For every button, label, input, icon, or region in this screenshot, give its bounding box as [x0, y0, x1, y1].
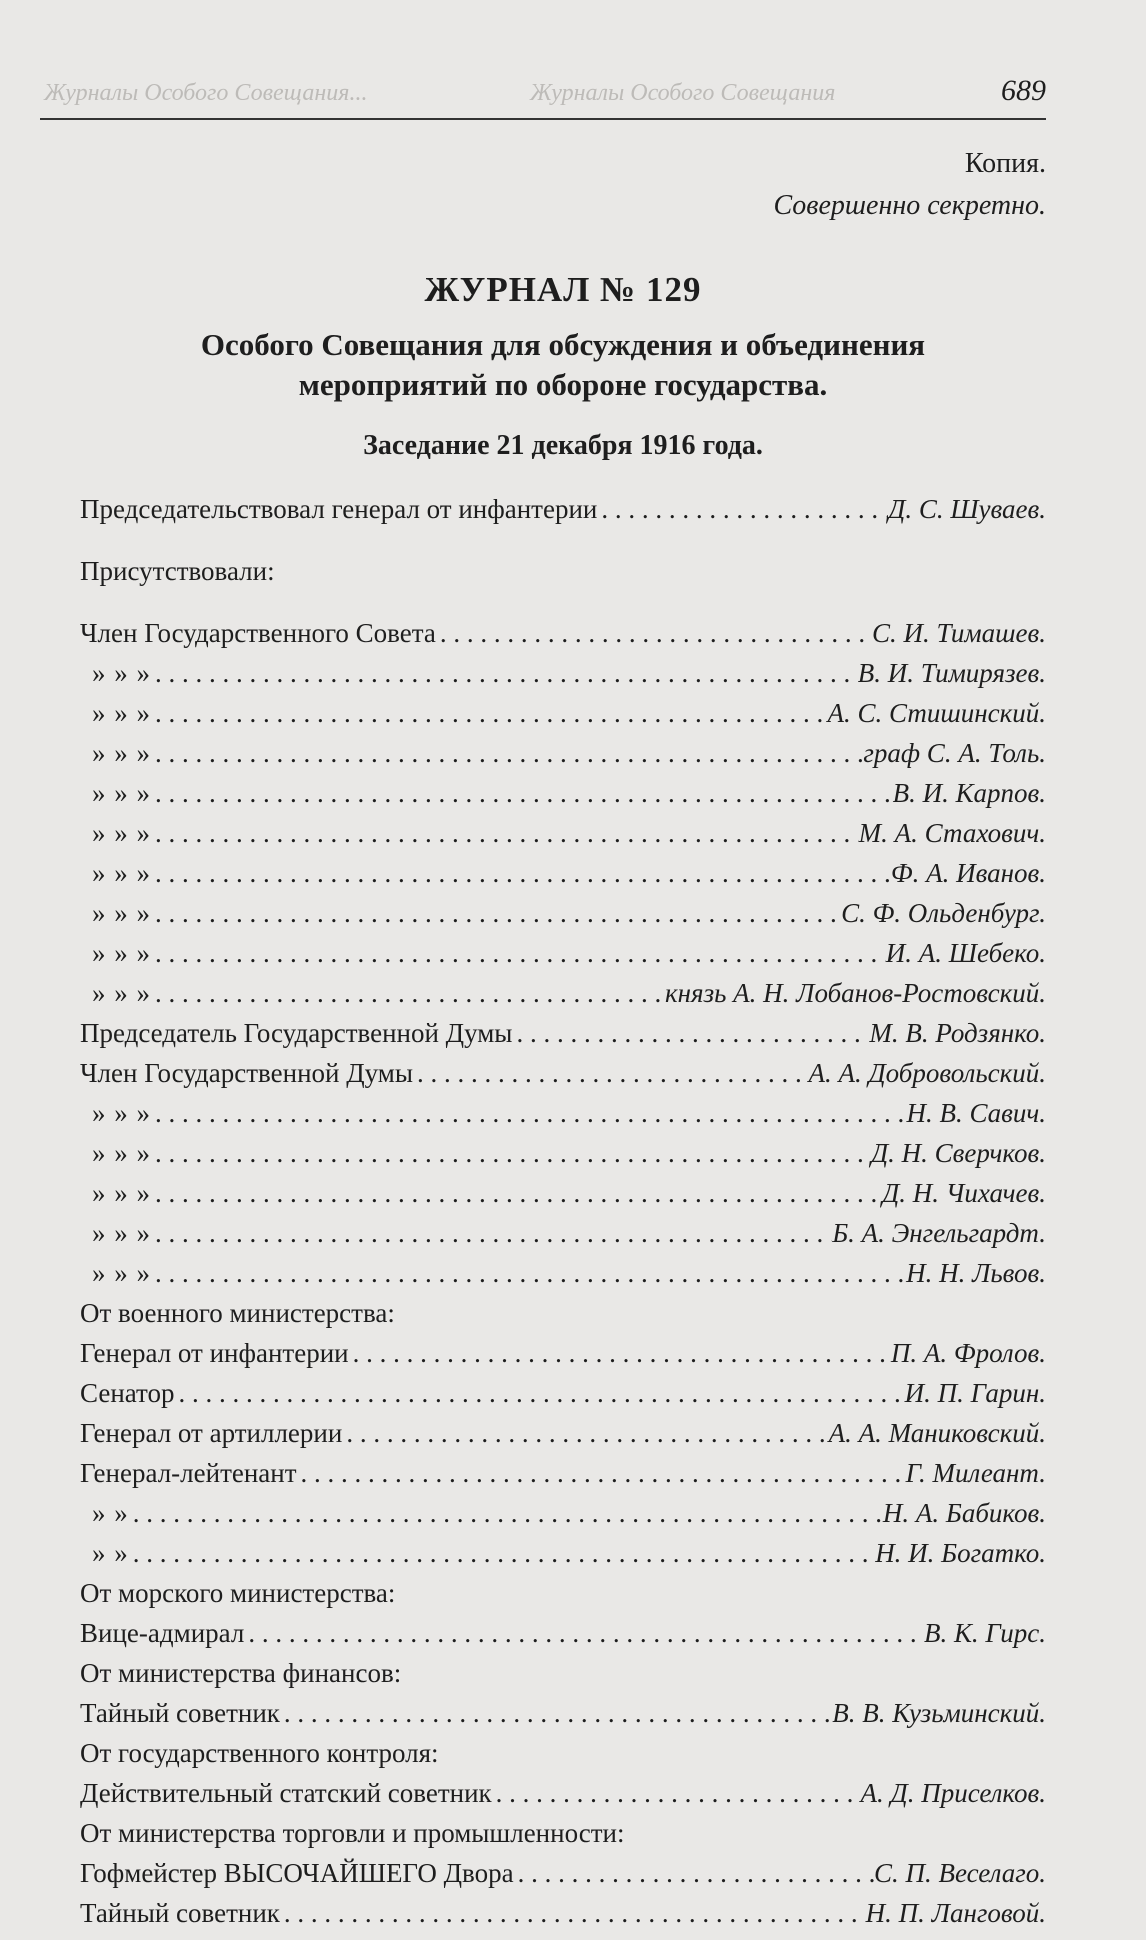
attendee-row	[80, 1498, 1046, 1538]
page-number: 689	[1001, 74, 1046, 107]
control-label: От государственного контроля:	[80, 1738, 439, 1768]
row-name: Д. С. Шуваев.	[888, 494, 1046, 524]
attendee-row	[80, 1898, 1046, 1938]
row-name: Б. А. Энгельгардт.	[832, 1218, 1046, 1248]
row-name: А. Д. Приселков.	[860, 1778, 1046, 1808]
ditto-mark: » » »	[92, 898, 151, 928]
ditto-mark: » » »	[92, 1218, 151, 1248]
ditto-mark: » » »	[92, 698, 151, 728]
leader-dots	[514, 1858, 874, 1889]
ditto-mark: » » »	[92, 778, 151, 808]
leader-dots	[151, 738, 863, 769]
row-name: В. К. Гирс.	[923, 1618, 1046, 1648]
row-name: С. И. Тимашев.	[872, 618, 1046, 648]
leader-dots	[151, 1178, 882, 1209]
ditto-mark: » »	[92, 1498, 129, 1528]
journal-title: ЖУРНАЛ № 129	[424, 270, 702, 309]
row-name: Н. И. Богатко.	[875, 1538, 1046, 1568]
leader-dots	[244, 1618, 924, 1649]
row-label: Сенатор	[80, 1378, 175, 1408]
leader-dots	[280, 1898, 866, 1929]
section-label	[80, 1658, 1046, 1698]
leader-dots	[280, 1698, 832, 1729]
row-label: Действительный статский советник	[80, 1778, 492, 1808]
row-name: И. А. Шебеко.	[885, 938, 1046, 968]
row-label: Тайный советник	[80, 1898, 280, 1928]
leader-dots	[597, 494, 888, 525]
attendee-row	[80, 1458, 1046, 1498]
attendee-row	[80, 1218, 1046, 1258]
subtitle-line: Особого Совещания для обсуждения и объединения	[200, 327, 926, 362]
war-ministry-label: От военного министерства:	[80, 1298, 395, 1328]
row-label: Председатель Государственной Думы	[80, 1018, 513, 1048]
attendee-row	[80, 1098, 1046, 1138]
row-name: А. С. Стишинский.	[827, 698, 1046, 728]
leader-dots	[492, 1778, 861, 1809]
attendee-row	[80, 1258, 1046, 1298]
chair-row	[80, 494, 1046, 534]
attendee-row	[80, 778, 1046, 818]
leader-dots	[151, 978, 665, 1009]
row-name: Ф. А. Иванов.	[890, 858, 1046, 888]
subtitle-line: мероприятий по обороне государства.	[298, 367, 828, 402]
attendee-row	[80, 1378, 1046, 1418]
row-label: Председательствовал генерал от инфантерии	[80, 494, 598, 524]
row-label: Член Государственного Совета	[80, 618, 436, 648]
section-label	[80, 1298, 1046, 1338]
row-name: П. А. Фролов.	[890, 1338, 1046, 1368]
leader-dots	[151, 778, 893, 809]
leader-dots	[175, 1378, 905, 1409]
journal-subtitle	[80, 325, 1046, 405]
session-date: Заседание 21 декабря 1916 года.	[363, 430, 763, 461]
ditto-mark: » » »	[92, 1098, 151, 1128]
ditto-mark: » » »	[92, 1178, 151, 1208]
row-name: И. П. Гарин.	[904, 1378, 1046, 1408]
ditto-mark: » » »	[92, 818, 151, 848]
attendee-row	[80, 1018, 1046, 1058]
navy-label: От морского министерства:	[80, 1578, 396, 1608]
attendee-row	[80, 978, 1046, 1018]
attendee-row	[80, 1858, 1046, 1898]
row-name: С. П. Веселаго.	[874, 1858, 1046, 1888]
ditto-mark: » » »	[92, 1138, 151, 1168]
ditto-mark: » » »	[92, 938, 151, 968]
section-label	[80, 556, 1046, 596]
trade-label: От министерства торговли и промышленности:	[80, 1818, 625, 1848]
row-name: Н. А. Бабиков.	[882, 1498, 1046, 1528]
header-center-text: Журналы Особого Совещания	[530, 80, 836, 106]
leader-dots	[512, 1018, 869, 1049]
leader-dots	[151, 858, 891, 889]
leader-dots	[342, 1418, 828, 1449]
row-name: Д. Н. Чихачев.	[882, 1178, 1046, 1208]
ditto-mark: » » »	[92, 1258, 151, 1288]
ditto-mark: » » »	[92, 658, 151, 688]
present-label: Присутствовали:	[80, 556, 275, 586]
row-label: Генерал от артиллерии	[80, 1418, 343, 1448]
attendance-list	[80, 494, 1046, 1938]
row-name: М. А. Стахович.	[858, 818, 1046, 848]
leader-dots	[129, 1538, 875, 1569]
row-name: Н. П. Ланговой.	[865, 1898, 1046, 1928]
section-label	[80, 1818, 1046, 1858]
row-label: Гофмейстер ВЫСОЧАЙШЕГО Двора	[80, 1858, 514, 1888]
attendee-row	[80, 698, 1046, 738]
attendee-row	[80, 1618, 1046, 1658]
attendee-row	[80, 1178, 1046, 1218]
leader-dots	[297, 1458, 906, 1489]
attendee-row	[80, 1338, 1046, 1378]
row-name: М. В. Родзянко.	[869, 1018, 1046, 1048]
section-label	[80, 1738, 1046, 1778]
copy-mark: Копия.	[964, 148, 1046, 179]
attendee-row	[80, 1418, 1046, 1458]
leader-dots	[151, 1098, 906, 1129]
attendee-row	[80, 738, 1046, 778]
row-label: Генерал от инфантерии	[80, 1338, 349, 1368]
row-label: Генерал-лейтенант	[80, 1458, 297, 1488]
running-header	[40, 70, 1046, 114]
leader-dots	[151, 1138, 871, 1169]
leader-dots	[151, 818, 859, 849]
ditto-mark: » » »	[92, 858, 151, 888]
row-label: Член Государственной Думы	[80, 1058, 414, 1088]
row-name: С. Ф. Ольденбург.	[841, 898, 1046, 928]
attendee-row	[80, 1058, 1046, 1098]
row-name: Г. Милеант.	[905, 1458, 1046, 1488]
attendee-row	[80, 938, 1046, 978]
attendee-row	[80, 858, 1046, 898]
secrecy-mark: Совершенно секретно.	[773, 190, 1046, 221]
leader-dots	[129, 1498, 883, 1529]
attendee-row	[80, 1778, 1046, 1818]
row-name: А. А. Добровольский.	[808, 1058, 1046, 1088]
leader-dots	[413, 1058, 808, 1089]
attendee-row	[80, 818, 1046, 858]
row-name: В. И. Карпов.	[892, 778, 1046, 808]
leader-dots	[151, 1258, 906, 1289]
row-name: Н. Н. Львов.	[906, 1258, 1046, 1288]
ditto-mark: » » »	[92, 978, 151, 1008]
leader-dots	[151, 938, 886, 969]
row-name: граф С. А. Толь.	[863, 738, 1046, 768]
attendee-row	[80, 898, 1046, 938]
leader-dots	[151, 658, 858, 689]
row-name: В. В. Кузьминский.	[832, 1698, 1046, 1728]
row-name: В. И. Тимирязев.	[857, 658, 1046, 688]
attendee-row	[80, 658, 1046, 698]
ditto-mark: » » »	[92, 738, 151, 768]
leader-dots	[349, 1338, 891, 1369]
ditto-mark: » »	[92, 1538, 129, 1568]
row-name: А. А. Маниковский.	[828, 1418, 1046, 1448]
leader-dots	[151, 1218, 832, 1249]
row-name: Н. В. Савич.	[906, 1098, 1046, 1128]
leader-dots	[151, 698, 827, 729]
row-label: Тайный советник	[80, 1698, 280, 1728]
attendee-row	[80, 1138, 1046, 1178]
leader-dots	[436, 618, 872, 649]
finance-label: От министерства финансов:	[80, 1658, 402, 1688]
header-left-text: Журналы Особого Совещания...	[44, 80, 368, 106]
header-rule	[40, 118, 1046, 120]
row-name: князь А. Н. Лобанов-Ростовский.	[665, 978, 1046, 1008]
row-name: Д. Н. Сверчков.	[871, 1138, 1046, 1168]
attendee-row	[80, 1538, 1046, 1578]
section-label	[80, 1578, 1046, 1618]
row-label: Вице-адмирал	[80, 1618, 245, 1648]
attendee-row	[80, 1698, 1046, 1738]
attendee-row	[80, 618, 1046, 658]
leader-dots	[151, 898, 841, 929]
